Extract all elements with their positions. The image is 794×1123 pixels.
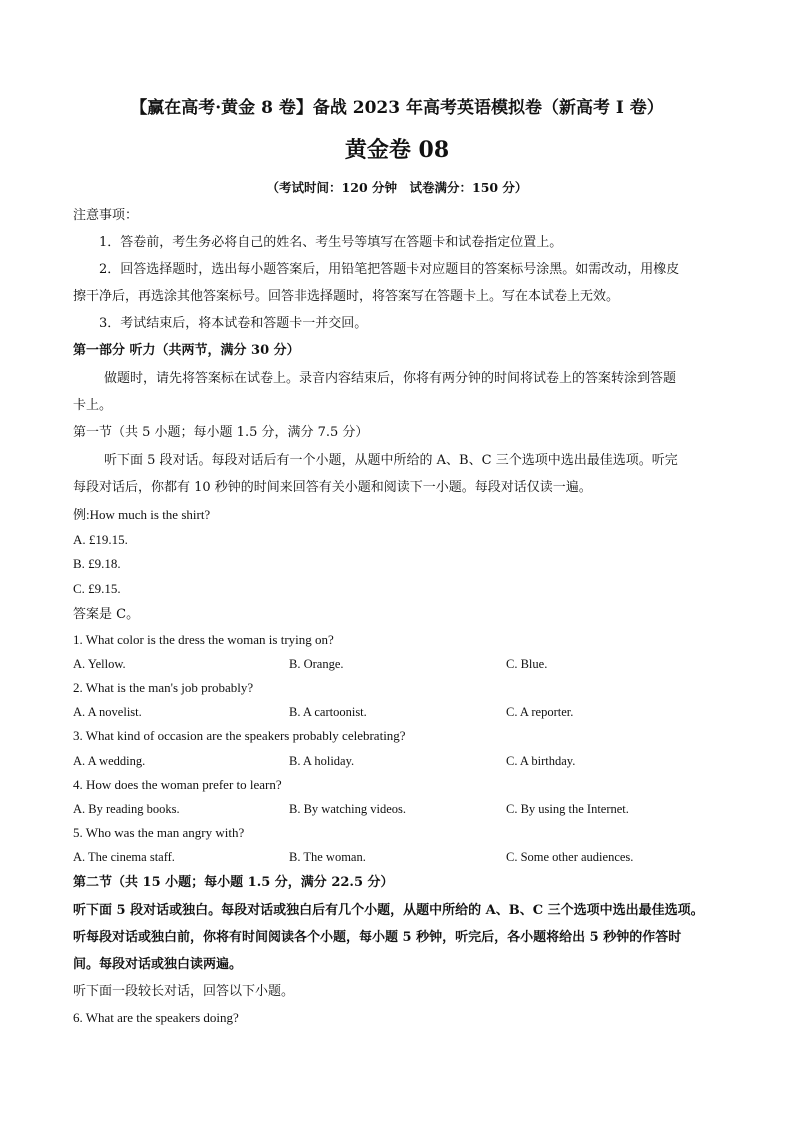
section1-heading: 第一节（共 5 小题；每小题 1.5 分，满分 7.5 分）	[73, 425, 369, 440]
q2-option-c: C. A reporter.	[506, 705, 574, 719]
q5-option-a: A. The cinema staff.	[73, 850, 175, 864]
q1-option-c: C. Blue.	[506, 657, 548, 671]
example-option-a: A. £19.15.	[73, 532, 128, 547]
section1-instruction-line-1: 听下面 5 段对话。每段对话后有一个小题，从题中所给的 A、B、C 三个选项中选出最佳选项。听完	[104, 453, 678, 468]
q1-option-b: B. Orange.	[289, 657, 344, 671]
section2-instruction-line-3: 间。每段对话或独白读两遍。	[73, 957, 243, 972]
section2-sub-instruction: 听下面一段较长对话，回答以下小题。	[73, 984, 295, 999]
notice-heading: 注意事项：	[73, 208, 139, 223]
question-2: 2. What is the man's job probably?	[73, 680, 254, 695]
question-6: 6. What are the speakers doing?	[73, 1010, 239, 1025]
notice-item-3: 3．考试结束后，将本试卷和答题卡一并交回。	[99, 316, 368, 331]
part1-instruction-line-1: 做题时，请先将答案标在试卷上。录音内容结束后，你将有两分钟的时间将试卷上的答案转涂到答题	[104, 371, 677, 386]
q2-option-a: A. A novelist.	[73, 705, 142, 719]
q3-option-a: A. A wedding.	[73, 754, 146, 768]
example-answer: 答案是 C。	[73, 607, 140, 622]
question-1: 1. What color is the dress the woman is trying on?	[73, 632, 334, 647]
notice-item-1: 1．答卷前，考生务必将自己的姓名、考生号等填写在答题卡和试卷指定位置上。	[99, 235, 563, 250]
question-4: 4. How does the woman prefer to learn?	[73, 777, 282, 792]
q3-option-b: B. A holiday.	[289, 754, 355, 768]
q4-option-b: B. By watching videos.	[289, 802, 407, 816]
section2-instruction-line-2: 听每段对话或独白前，你将有时间阅读各个小题，每小题 5 秒钟，听完后，各小题将给出 5 秒钟的作答时	[73, 930, 682, 945]
q1-option-a: A. Yellow.	[73, 657, 126, 671]
exam-time-info: （考试时间：120 分钟 试卷满分：150 分）	[266, 180, 528, 195]
example-option-c: C. £9.15.	[73, 581, 121, 596]
q5-option-c: C. Some other audiences.	[506, 850, 634, 864]
section1-instruction-line-2: 每段对话后，你都有 10 秒钟的时间来回答有关小题和阅读下一小题。每段对话仅读一遍。	[73, 480, 592, 495]
q4-option-a: A. By reading books.	[73, 802, 180, 816]
q2-option-b: B. A cartoonist.	[289, 705, 367, 719]
section2-instruction-line-1: 听下面 5 段对话或独白。每段对话或独白后有几个小题，从题中所给的 A、B、C 三个选项中选出最佳选项。	[73, 903, 704, 918]
exam-subtitle: 黄金卷 08	[344, 137, 450, 163]
section2-heading: 第二节（共 15 小题；每小题 1.5 分，满分 22.5 分）	[73, 875, 394, 890]
part1-instruction-line-2: 卡上。	[73, 398, 113, 413]
notice-item-2-line-2: 擦干净后，再选涂其他答案标号。回答非选择题时，将答案写在答题卡上。写在本试卷上无效。	[73, 289, 620, 304]
part1-heading: 第一部分 听力（共两节，满分 30 分）	[73, 343, 300, 358]
q5-option-b: B. The woman.	[289, 850, 366, 864]
example-question: 例:How much is the shirt?	[73, 507, 211, 522]
example-option-b: B. £9.18.	[73, 556, 121, 571]
notice-item-2-line-1: 2．回答选择题时，选出每小题答案后，用铅笔把答题卡对应题目的答案标号涂黑。如需改动，用橡皮	[99, 262, 680, 277]
q4-option-c: C. By using the Internet.	[506, 802, 629, 816]
question-5: 5. Who was the man angry with?	[73, 825, 245, 840]
q3-option-c: C. A birthday.	[506, 754, 576, 768]
exam-main-title: 【赢在高考·黄金 8 卷】备战 2023 年高考英语模拟卷（新高考 I 卷）	[130, 98, 664, 118]
question-3: 3. What kind of occasion are the speakers probably celebrating?	[73, 728, 406, 743]
